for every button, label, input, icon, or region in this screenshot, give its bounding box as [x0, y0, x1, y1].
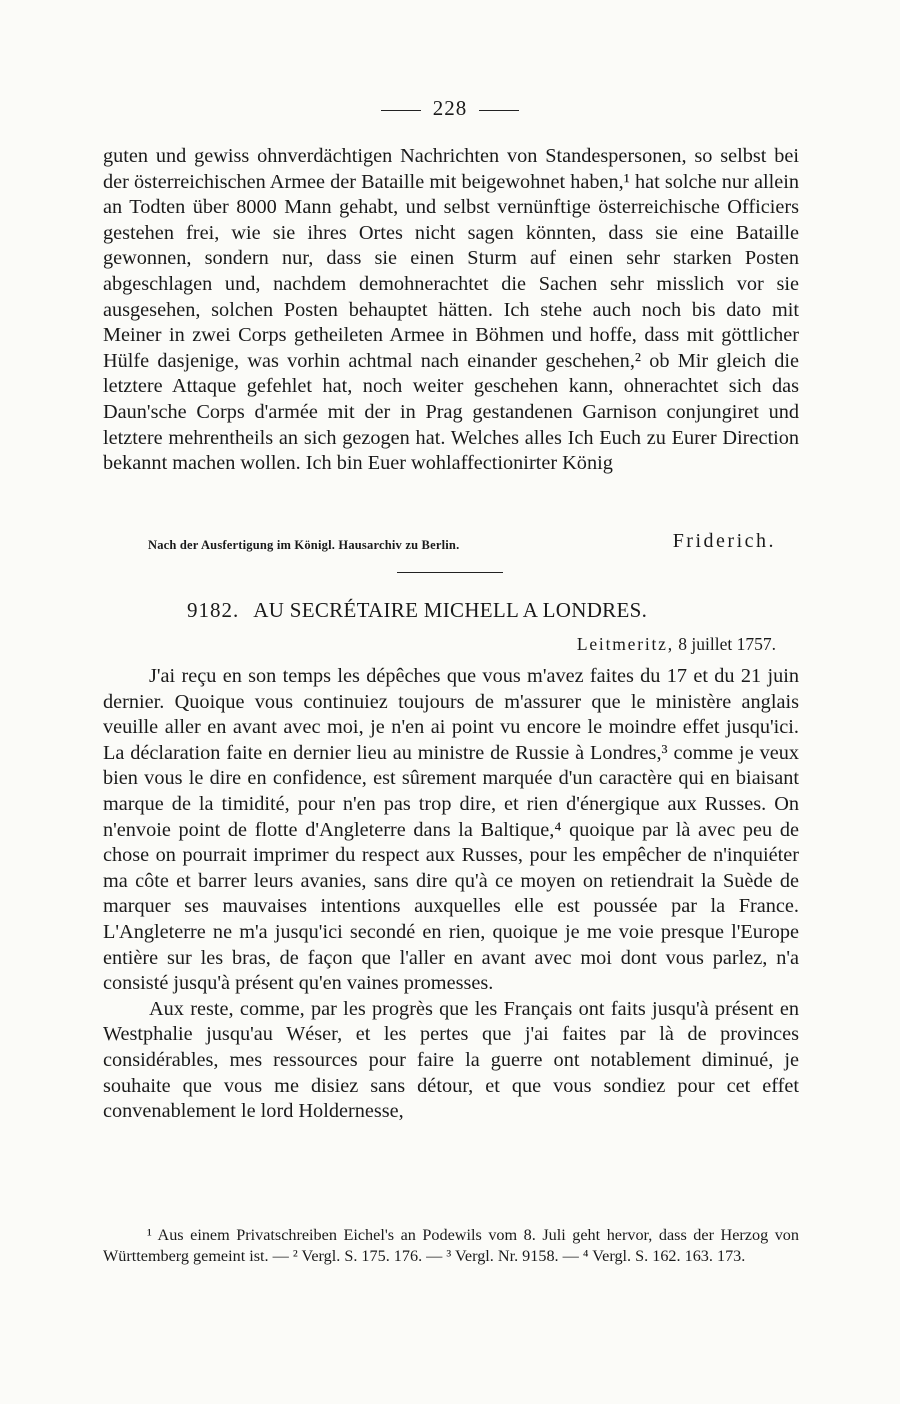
letter-number: 9182.: [187, 598, 240, 622]
source-note: Nach der Ausfertigung im Königl. Hausarchiv zu Berlin.: [148, 538, 460, 552]
dateline-date: 8 juillet 1757.: [678, 634, 776, 654]
dateline-place: Leitmeritz,: [576, 634, 674, 654]
section-divider: [397, 572, 503, 573]
signature: Friderich.: [672, 530, 776, 552]
letter-2-paragraph-1: J'ai reçu en son temps les dépêches que vous m'avez faites du 17 et du 21 juin dernier. Quoique vous continuiez toujours de m'assurer que le ministère anglais veuille aller en avant avec moi, je n'en ai point vu encore le moindre effet jusqu'ici. La déclaration faite en dernier lieu au ministre de Russie à Londres,³ comme je veux bien vous le dire en confidence, est sûrement marquée d'un caractère qui en biaisant marque de la timidité, pour n'en pas trop dire, et rien d'énergique aux Russes. On n'envoie point de flotte d'Angleterre dans la Baltique,⁴ quoique par là avec peu de chose on pourrait imprimer du respect aux Russes, pour les empêcher de n'inquiéter ma côte et barrer leurs avanies, sans dire qu'à ce moyen on retiendrait la Suède de marquer ses mauvaises intentions auxquelles elle est poussée par la France. L'Angleterre ne m'a jusqu'ici secondé en rien, quoique je me voie presque l'Europe entière sur les bras, de façon que l'aller en avant avec moi dont vous parlez, n'a consisté jusqu'à présent qu'en vaines promesses.: [103, 665, 799, 995]
letter-1-body: [103, 144, 799, 477]
letter-heading: [187, 598, 647, 623]
letter-2-body: [103, 664, 799, 1125]
signature-row: [148, 530, 776, 556]
page-number: 228: [432, 96, 468, 120]
page-number-line: [0, 96, 900, 121]
letter-1-paragraph: guten und gewiss ohnverdächtigen Nachrichten von Standespersonen, so selbst bei der österreichischen Armee der Bataille mit beigewohnet haben,¹ hat solche nur allein an Todten über 8000 Mann gehabt, und selbst vernünftige österreichische Officiers gestehen frei, wie sie ihres Ortes nicht sagen könnten, dass sie eine Bataille gewonnen, sondern nur, dass sie einen Sturm auf einen sehr starken Posten abgeschlagen und, nachdem demohnerachtet die Sachen sehr misslich vor sie ausgesehen, solchen Posten behauptet hätten. Ich stehe auch noch bis dato mit Meiner in zwei Corps getheileten Armee in Böhmen und hoffe, dass mit göttlicher Hülfe dasjenige, was vorhin achtmal nach einander geschehen,² ob Mir gleich die letztere Attaque gefehlet hat, noch weiter geschehen kann, ohnerachtet sich das Daun'sche Corps d'armée mit der in Prag gestandenen Garnison conjungiret und letztere mehrentheils an sich gezogen hat. Welches alles Ich Euch zu Eurer Direction bekannt machen wollen. Ich bin Euer wohlaffectionirter König: [103, 145, 799, 475]
footnotes: [103, 1225, 799, 1267]
letter-title: AU SECRÉTAIRE MICHELL A LONDRES.: [253, 598, 648, 622]
letter-2-paragraph-2: Aux reste, comme, par les progrès que les Français ont faits jusqu'à présent en Westphalie jusqu'au Wéser, et les pertes que j'ai faites par là de provinces considérables, mes ressources pour faire la guerre ont notablement diminué, je souhaite que vous me disiez sans détour, et que vous sondiez pour cet effet convenablement le lord Holdernesse,: [103, 997, 799, 1123]
footnote-text: ¹ Aus einem Privatschreiben Eichel's an Podewils vom 8. Juli geht hervor, dass der Herzog von Württemberg gemeint ist. — ² Vergl. S. 175. 176. — ³ Vergl. Nr. 9158. — ⁴ Vergl. S. 162. 163. 173.: [103, 1226, 799, 1265]
left-dash: [381, 110, 421, 111]
dateline: [577, 634, 776, 655]
right-dash: [479, 110, 519, 111]
